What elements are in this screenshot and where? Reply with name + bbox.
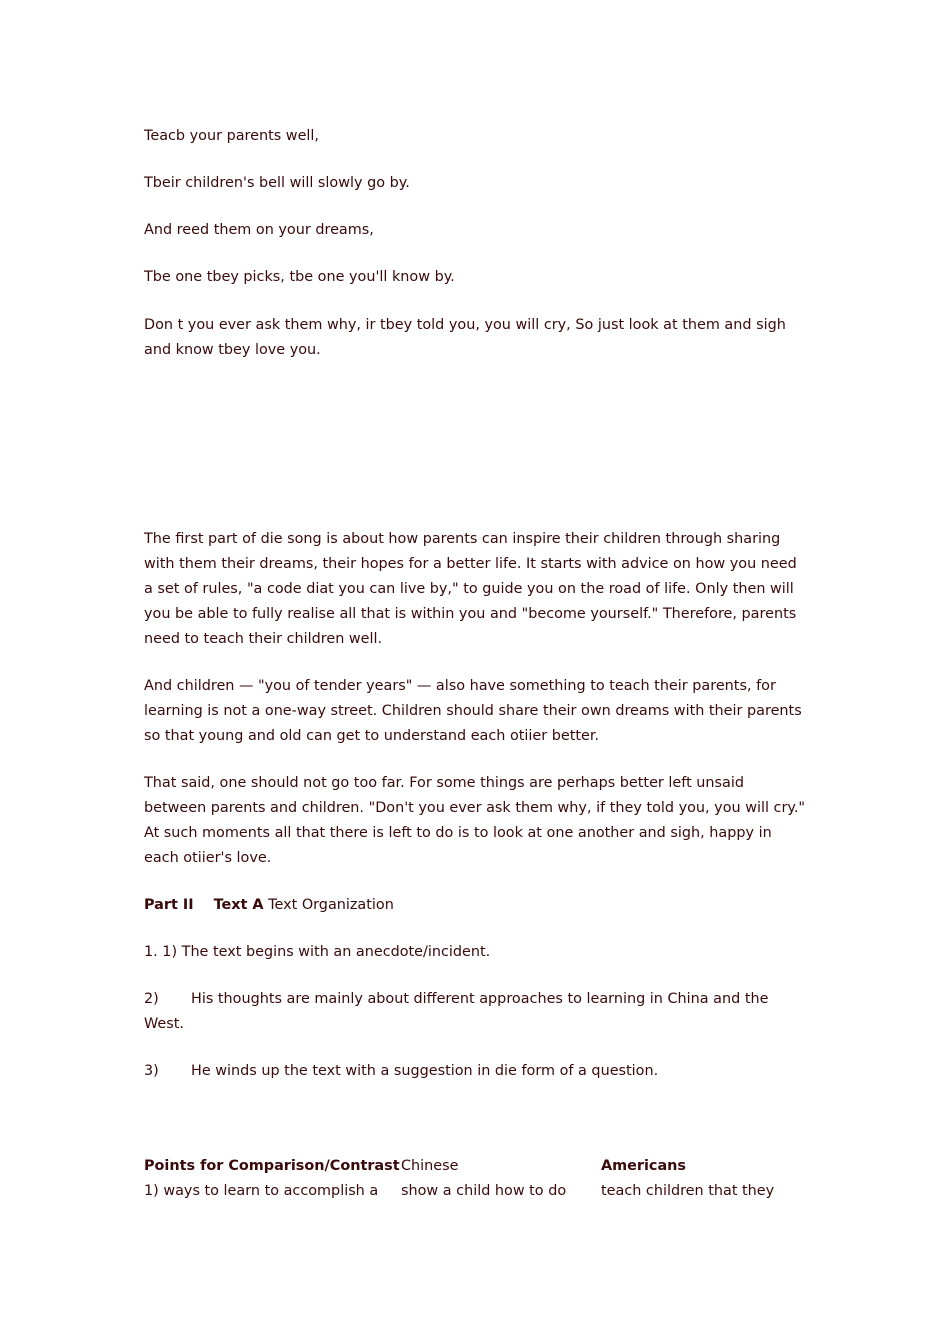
item-2 bbox=[144, 987, 768, 1012]
lyric-line-5b: and know tbey love you. bbox=[144, 342, 321, 358]
paragraph-line: The first part of die song is about how parents can inspire their children through sharing bbox=[144, 531, 781, 547]
item-2-continuation: West. bbox=[144, 1016, 184, 1032]
item-text: His thoughts are mainly about different approaches to learning in China and the bbox=[191, 991, 769, 1007]
item-number: 3) bbox=[144, 1063, 159, 1079]
paragraph-line: each otiier's love. bbox=[144, 850, 272, 866]
lyric-line-4: Tbe one tbey picks, tbe one you'll know by. bbox=[144, 269, 455, 285]
table-header-chinese: Chinese bbox=[401, 1158, 459, 1174]
item-1: 1. 1) The text begins with an anecdote/incident. bbox=[144, 944, 491, 960]
item-3 bbox=[144, 1059, 658, 1084]
section-topic: Text Organization bbox=[268, 897, 394, 913]
table-header-points: Points for Comparison/Contrast bbox=[144, 1158, 400, 1174]
section-heading bbox=[144, 893, 394, 918]
item-text: He winds up the text with a suggestion in die form of a question. bbox=[191, 1063, 659, 1079]
table-header-americans: Americans bbox=[601, 1158, 686, 1174]
lyric-line-2: Tbeir children's bell will slowly go by. bbox=[144, 175, 410, 191]
lyric-line-1: Teacb your parents well, bbox=[144, 128, 320, 144]
table-cell: show a child how to do bbox=[401, 1183, 567, 1199]
paragraph-line: you be able to fully realise all that is within you and "become yourself." Therefore, parents bbox=[144, 606, 797, 622]
lyric-line-5a: Don t you ever ask them why, ir tbey told you, you will cry, So just look at them and sigh bbox=[144, 317, 786, 333]
paragraph-line: That said, one should not go too far. For some things are perhaps better left unsaid bbox=[144, 775, 744, 791]
paragraph-line: with them their dreams, their hopes for a better life. It starts with advice on how you need bbox=[144, 556, 797, 572]
paragraph-line: so that young and old can get to understand each otiier better. bbox=[144, 728, 600, 744]
table-cell: teach children that they bbox=[601, 1183, 775, 1199]
paragraph-line: And children — "you of tender years" — also have something to teach their parents, for bbox=[144, 678, 776, 694]
item-number: 2) bbox=[144, 991, 159, 1007]
paragraph-line: At such moments all that there is left to do is to look at one another and sigh, happy in bbox=[144, 825, 772, 841]
table-cell: 1) ways to learn to accomplish a bbox=[144, 1183, 379, 1199]
paragraph-line: a set of rules, "a code diat you can live by," to guide you on the road of life. Only then will bbox=[144, 581, 794, 597]
paragraph-line: need to teach their children well. bbox=[144, 631, 383, 647]
paragraph-line: learning is not a one-way street. Children should share their own dreams with their parents bbox=[144, 703, 802, 719]
paragraph-line: between parents and children. "Don't you ever ask them why, if they told you, you will cry." bbox=[144, 800, 806, 816]
lyric-line-3: And reed them on your dreams, bbox=[144, 222, 374, 238]
commentary-paragraph-1 bbox=[144, 527, 814, 652]
commentary-paragraph-2 bbox=[144, 674, 814, 749]
commentary-paragraph-3 bbox=[144, 771, 814, 871]
text-label: Text A bbox=[213, 897, 264, 913]
part-label: Part II bbox=[144, 897, 194, 913]
